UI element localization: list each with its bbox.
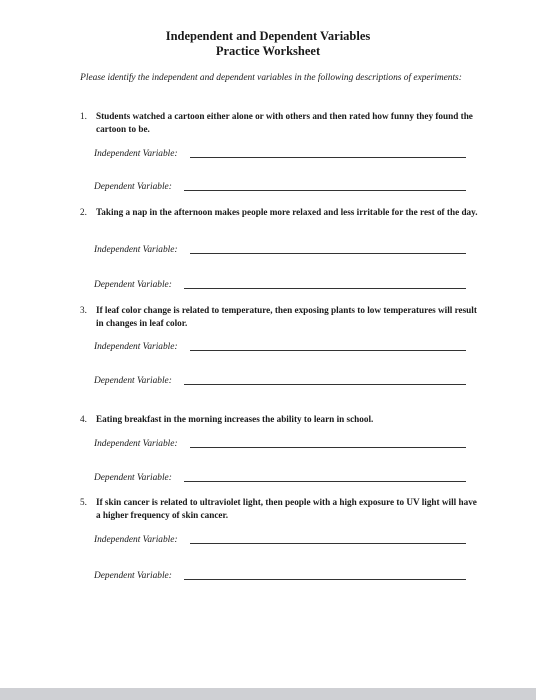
answer-line[interactable] <box>190 253 466 254</box>
dependent-variable-label: Dependent Variable: <box>94 473 172 483</box>
answer-line[interactable] <box>184 384 466 385</box>
question-text: If skin cancer is related to ultraviolet light, then people with a high exposure to UV light will have a higher frequency of skin cancer. <box>96 497 477 520</box>
dependent-variable-label: Dependent Variable: <box>94 571 172 581</box>
worksheet-subtitle: Practice Worksheet <box>215 44 321 58</box>
question-number: 4. <box>80 414 87 424</box>
independent-variable-label: Independent Variable: <box>94 535 178 545</box>
answer-line[interactable] <box>184 288 466 289</box>
question-number: 5. <box>80 497 87 507</box>
question-number: 3. <box>80 305 87 315</box>
dependent-variable-field-5[interactable] <box>94 569 466 583</box>
worksheet-title: Independent and Dependent Variables <box>165 29 371 43</box>
independent-variable-label: Independent Variable: <box>94 342 178 352</box>
independent-variable-field-4[interactable] <box>94 437 466 451</box>
dependent-variable-label: Dependent Variable: <box>94 280 172 290</box>
answer-line[interactable] <box>190 157 466 158</box>
question-text: If leaf color change is related to temperature, then exposing plants to low temperatures will result in changes in leaf color. <box>96 305 477 328</box>
question-text: Students watched a cartoon either alone or with others and then rated how funny they found the cartoon to be. <box>96 111 473 134</box>
answer-line[interactable] <box>190 350 466 351</box>
independent-variable-label: Independent Variable: <box>94 245 178 255</box>
dependent-variable-field-3[interactable] <box>94 374 466 388</box>
independent-variable-label: Independent Variable: <box>94 439 178 449</box>
instructions: Please identify the independent and dependent variables in the following descriptions of experiments: <box>80 73 462 83</box>
dependent-variable-label: Dependent Variable: <box>94 182 172 192</box>
question-text: Eating breakfast in the morning increases the ability to learn in school. <box>96 414 374 424</box>
dependent-variable-label: Dependent Variable: <box>94 376 172 386</box>
question-text: Taking a nap in the afternoon makes people more relaxed and less irritable for the rest of the day. <box>96 207 478 217</box>
independent-variable-field-5[interactable] <box>94 533 466 547</box>
answer-line[interactable] <box>190 447 466 448</box>
independent-variable-label: Independent Variable: <box>94 149 178 159</box>
dependent-variable-field-4[interactable] <box>94 471 466 485</box>
answer-line[interactable] <box>184 190 466 191</box>
question-number: 2. <box>80 207 87 217</box>
dependent-variable-field-1[interactable] <box>94 180 466 194</box>
answer-line[interactable] <box>190 543 466 544</box>
viewer-bottom-bar <box>0 688 536 700</box>
answer-line[interactable] <box>184 579 466 580</box>
dependent-variable-field-2[interactable] <box>94 278 466 292</box>
independent-variable-field-2[interactable] <box>94 243 466 257</box>
answer-line[interactable] <box>184 481 466 482</box>
question-number: 1. <box>80 111 87 121</box>
independent-variable-field-3[interactable] <box>94 340 466 354</box>
independent-variable-field-1[interactable] <box>94 147 466 161</box>
